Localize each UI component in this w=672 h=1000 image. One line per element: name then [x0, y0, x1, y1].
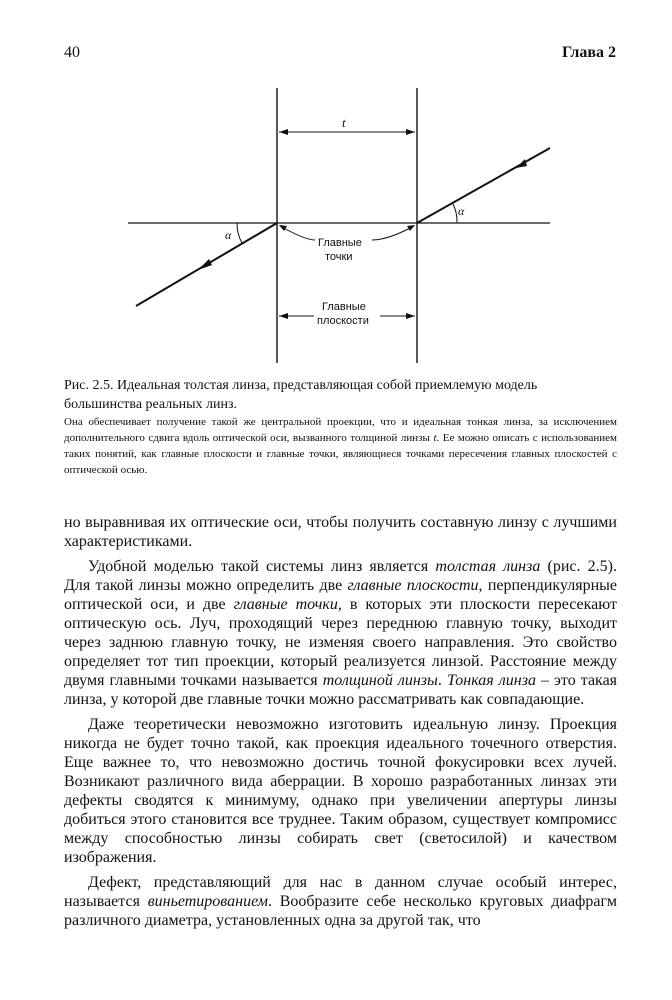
figure-caption: Рис. 2.5. Идеальная толстая линза, представляющая собой приемлемую модель большинства реальных линз. [64, 378, 538, 412]
thickness-label: t [342, 115, 346, 130]
figure-note [64, 414, 617, 478]
leader-arrow-right [407, 225, 415, 231]
leader-arrow-left [279, 225, 287, 231]
principal-planes-label-2: плоскости [317, 315, 369, 327]
ray-arrow-left [198, 259, 212, 270]
paragraph-1: но выравнивая их оптические оси, чтобы получить составную линзу с лучшими характеристиками. [64, 514, 617, 550]
note-variable: t [433, 432, 437, 444]
angle-label-right: α [458, 204, 465, 218]
note-text-2: . Ее можно описать с использованием таких понятий, как главные плоскости и главные точки, являющиеся точками пересечения главных плоскостей с оптической осью. [64, 432, 617, 476]
note-text-1: Она обеспечивает получение такой же центральной проекции, что и идеальная тонкая линза, за исключением дополнительного сдвига вдоль оптической оси, вызванного толщиной линзы [64, 416, 617, 444]
ray-arrow-right [516, 159, 527, 168]
principal-points-label-1: Главные [318, 237, 362, 249]
dimension-arrow-right [406, 129, 415, 135]
planes-arrow-right [406, 313, 415, 319]
angle-arc-left [237, 223, 242, 243]
dimension-arrow-left [279, 129, 288, 135]
angle-label-left: α [225, 228, 232, 242]
planes-arrow-left [279, 313, 288, 319]
angle-arc-right [453, 204, 457, 223]
chapter-title: Глава 2 [562, 44, 616, 61]
paragraph-3: Даже теоретически невозможно изготовить идеальную линзу. Проекция никогда не будет точно такой, как проекция идеального точечного отверстия. Еще важнее то, что невозможно достичь точной фокусировки всех лучей. Возникают различного вида аберрации. В хорошо разработанных линзах эти дефекты сводятся к минимуму, однако при увеличении апертуры линзы добиться этого становится все труднее. Таким образом, существует компромисс между способностью линзы собирать свет (светосилой) и качеством изображения. [64, 716, 617, 866]
thick-lens-figure [120, 80, 560, 370]
body-text [64, 513, 617, 930]
outgoing-ray [417, 148, 550, 223]
principal-planes-label-1: Главные [322, 301, 366, 313]
paragraph-2: Удобной моделью такой системы линз является толстая линза (рис. 2.5). Для такой линзы можно определить две главные плоскости, перпендикулярные оптической оси, и две главные точки, в которых эти плоскости пересекают оптическую ось. Луч, проходящий через переднюю главную точку, выходит через заднюю главную точку, не изменяя своего направления. Это свойство определяет тот тип проекции, который реализуется линзой. Расстояние между двумя главными точками называется толщиной линзы. Тонкая линза – это такая линза, у которой две главные точки можно рассматривать как совпадающие. [64, 558, 618, 708]
page-number: 40 [64, 44, 80, 61]
principal-points-label-2: точки [325, 251, 353, 263]
paragraph-4: Дефект, представляющий для нас в данном случае особый интерес, называется виньетированием. Вообразите себе несколько круговых диафрагм различного диаметра, установленных одна за другой так, что [64, 874, 617, 929]
